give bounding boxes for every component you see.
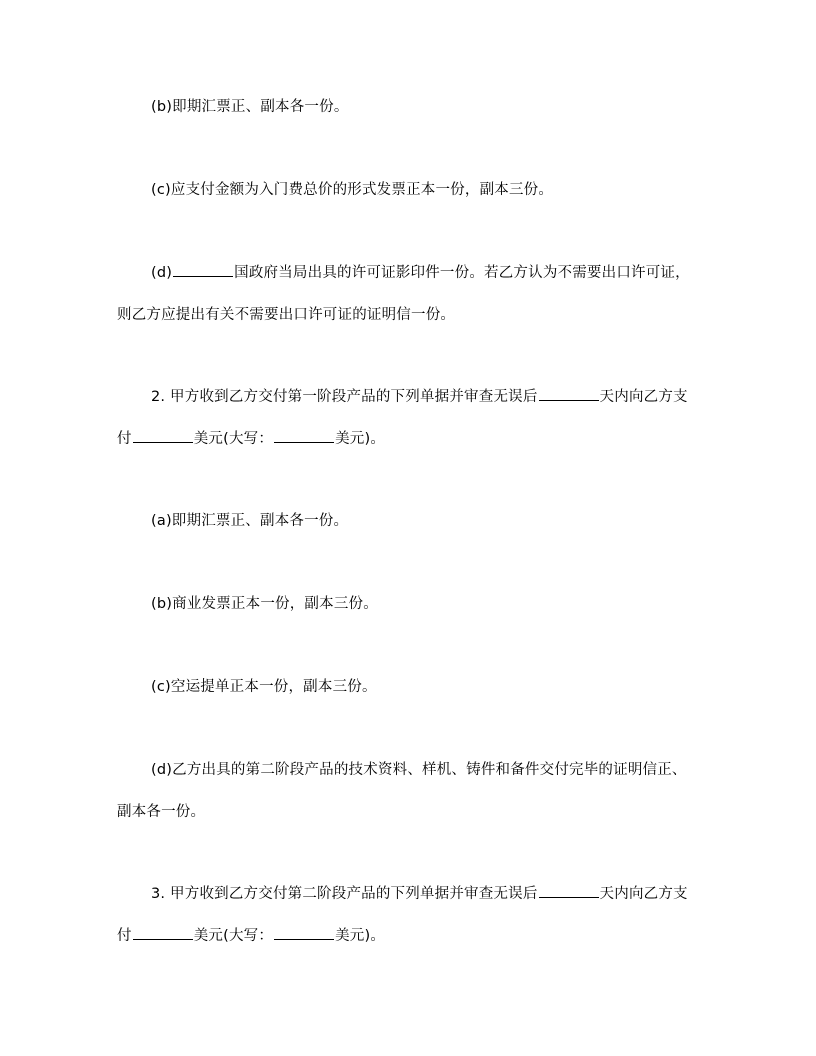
paragraph-text: (a)即期汇票正、副本各一份。	[151, 513, 349, 529]
paragraph-text: (c)空运提单正本一份，副本三份。	[151, 679, 377, 695]
fill-blank	[274, 925, 334, 940]
paragraph-d-license	[117, 252, 697, 336]
paragraph-text: 2. 甲方收到乙方交付第一阶段产品的下列单据并审查无误后	[151, 389, 538, 405]
paragraph-text: 美元(大写：	[193, 928, 274, 944]
paragraph-text: (b)即期汇票正、副本各一份。	[151, 99, 349, 115]
paragraph-c-proforma-invoice	[117, 169, 697, 211]
paragraph-a-draft	[117, 500, 697, 542]
fill-blank	[133, 925, 193, 940]
fill-blank	[539, 386, 599, 401]
paragraph-text: (b)商业发票正本一份，副本三份。	[151, 596, 378, 612]
fill-blank	[539, 883, 599, 898]
paragraph-text: 国政府当局出具的许可证影印件一份。若乙方认为不需要出口许可证，则乙方应提出有关不需要出口许可证的证明信一份。	[117, 265, 690, 323]
clause-2	[117, 376, 697, 460]
paragraph-text: 美元(大写：	[193, 431, 274, 447]
paragraph-d-certificate	[117, 749, 697, 833]
paragraph-text: (d)乙方出具的第二阶段产品的技术资料、样机、铸件和备件交付完毕的证明信正、副本各一份。	[117, 762, 687, 820]
fill-blank	[274, 428, 334, 443]
paragraph-text: 美元)。	[335, 928, 386, 944]
paragraph-text: 天内向乙方支付	[117, 389, 688, 447]
paragraph-text: (d)	[151, 265, 173, 281]
paragraph-b-commercial-invoice	[117, 583, 697, 625]
paragraph-text: 美元)。	[335, 431, 386, 447]
clause-3	[117, 873, 697, 957]
fill-blank	[133, 428, 193, 443]
paragraph-text: 天内向乙方支付	[117, 886, 688, 944]
fill-blank	[173, 262, 233, 277]
paragraph-text: 3. 甲方收到乙方交付第二阶段产品的下列单据并审查无误后	[151, 886, 538, 902]
paragraph-text: (c)应支付金额为入门费总价的形式发票正本一份，副本三份。	[151, 182, 554, 198]
paragraph-b-draft	[117, 86, 697, 128]
paragraph-c-airway-bill	[117, 666, 697, 708]
